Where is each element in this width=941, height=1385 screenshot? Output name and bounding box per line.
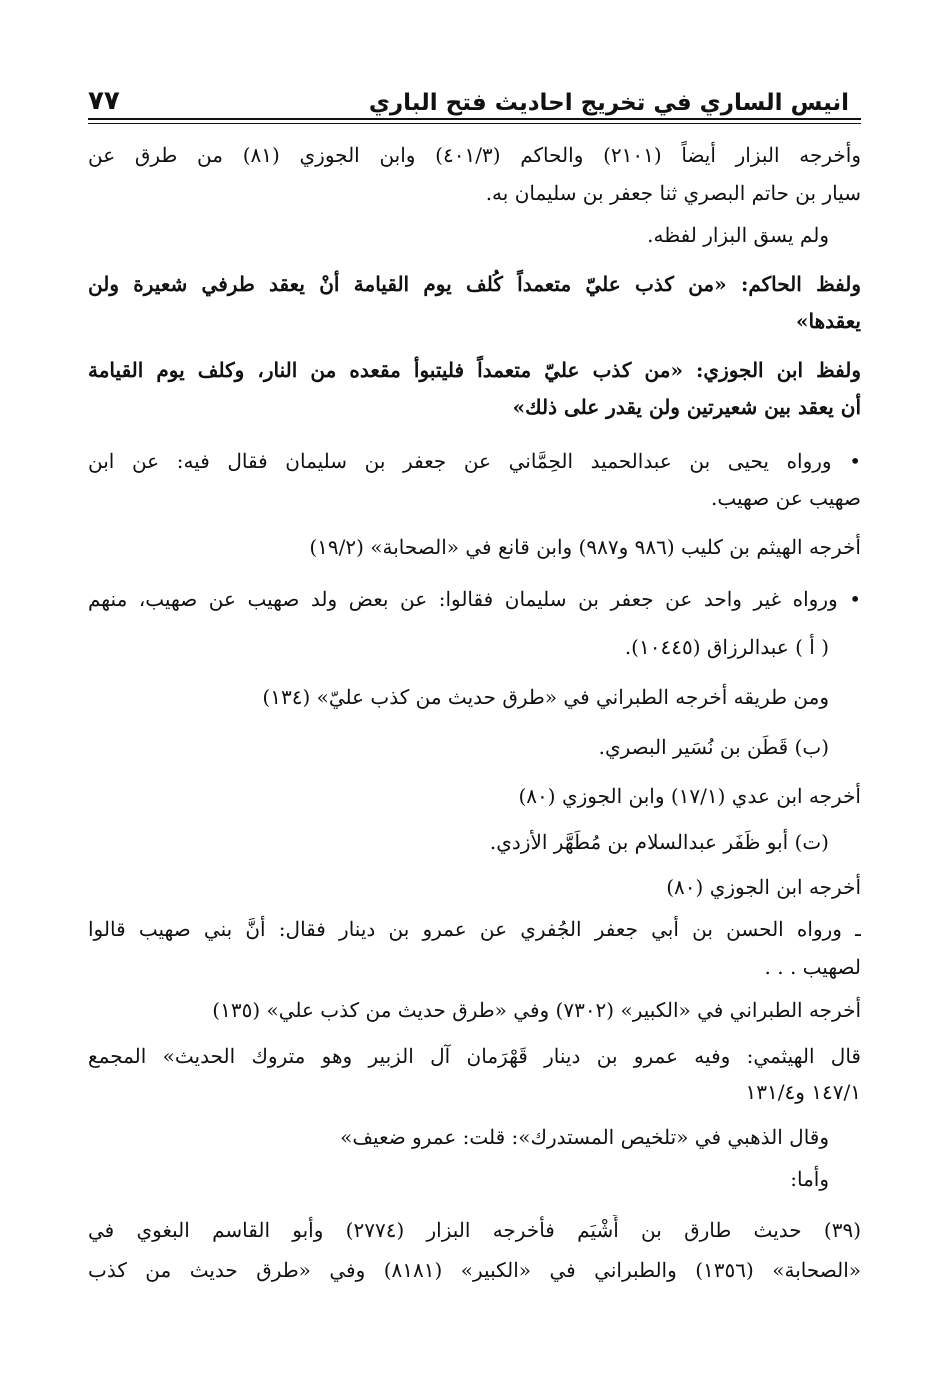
text-line: أن يعقد بين شعيرتين ولن يقدر على ذلك» — [512, 395, 861, 419]
header-rule-thin — [88, 123, 861, 124]
page-number: ٧٧ — [88, 86, 120, 116]
text-line: ١٤٧/١ و١٣١/٤ — [745, 1080, 861, 1104]
text-line: ـ ورواه الحسن بن أبي جعفر الجُفري عن عمرو بن دينار فقال: أنَّ بني صهيب قالوا — [88, 917, 861, 941]
header-rule-thick — [88, 118, 861, 120]
text-line: • ورواه يحيى بن عبدالحميد الحِمَّاني عن جعفر بن سليمان فقال فيه: عن ابن — [88, 449, 861, 473]
text-line: يعقدها» — [796, 309, 861, 333]
text-line: وأخرجه البزار أيضاً (٢١٠١) والحاكم (٤٠١/٣) وابن الجوزي (٨١) من طرق عن — [88, 143, 861, 167]
text-line: أخرجه ابن عدي (١٧/١) وابن الجوزي (٨٠) — [518, 784, 861, 808]
text-line: (٣٩) حديث طارق بن أَشْيَم فأخرجه البزار (٢٧٧٤) وأبو القاسم البغوي في — [88, 1218, 861, 1242]
text-line: (ت) أبو ظَفَر عبدالسلام بن مُطَهَّر الأزدي. — [489, 830, 829, 854]
text-line: أخرجه الطبراني في «الكبير» (٧٣٠٢) وفي «طرق حديث من كذب علي» (١٣٥) — [212, 998, 861, 1022]
text-line: «الصحابة» (١٣٥٦) والطبراني في «الكبير» (٨١٨١) وفي «طرق حديث من كذب — [88, 1258, 861, 1282]
running-title: انيس الساري في تخريج احاديث فتح الباري — [368, 90, 849, 116]
text-line: سيار بن حاتم البصري ثنا جعفر بن سليمان به. — [485, 181, 861, 205]
text-line: وقال الذهبي في «تلخيص المستدرك»: قلت: عمرو ضعيف» — [340, 1125, 829, 1149]
text-line: وأما: — [790, 1167, 829, 1191]
text-line: ولم يسق البزار لفظه. — [647, 223, 829, 247]
text-line: ومن طريقه أخرجه الطبراني في «طرق حديث من كذب عليّ» (١٣٤) — [262, 685, 829, 709]
text-line: ولفظ ابن الجوزي: «من كذب عليّ متعمداً فليتبوأ مقعده من النار، وكلف يوم القيامة — [88, 358, 861, 382]
text-line: أخرجه الهيثم بن كليب (٩٨٦ و٩٨٧) وابن قانع في «الصحابة» (١٩/٢) — [309, 535, 861, 559]
text-line: صهيب عن صهيب. — [711, 486, 861, 510]
text-line: أخرجه ابن الجوزي (٨٠) — [666, 875, 861, 899]
text-line: (ب) قَطَن بن نُسَير البصري. — [598, 735, 829, 759]
text-line: قال الهيثمي: وفيه عمرو بن دينار قَهْرَمان آل الزبير وهو متروك الحديث» المجمع — [88, 1044, 861, 1068]
text-line: لصهيب . . . — [764, 955, 861, 979]
text-line: ولفظ الحاكم: «من كذب عليّ متعمداً كُلف يوم القيامة أنْ يعقد طرفي شعيرة ولن — [88, 272, 861, 296]
running-header — [88, 78, 849, 116]
text-line: ( أ ) عبدالرزاق (١٠٤٤٥). — [624, 635, 829, 659]
text-line: • ورواه غير واحد عن جعفر بن سليمان فقالوا: عن بعض ولد صهيب عن صهيب، منهم — [88, 587, 861, 611]
